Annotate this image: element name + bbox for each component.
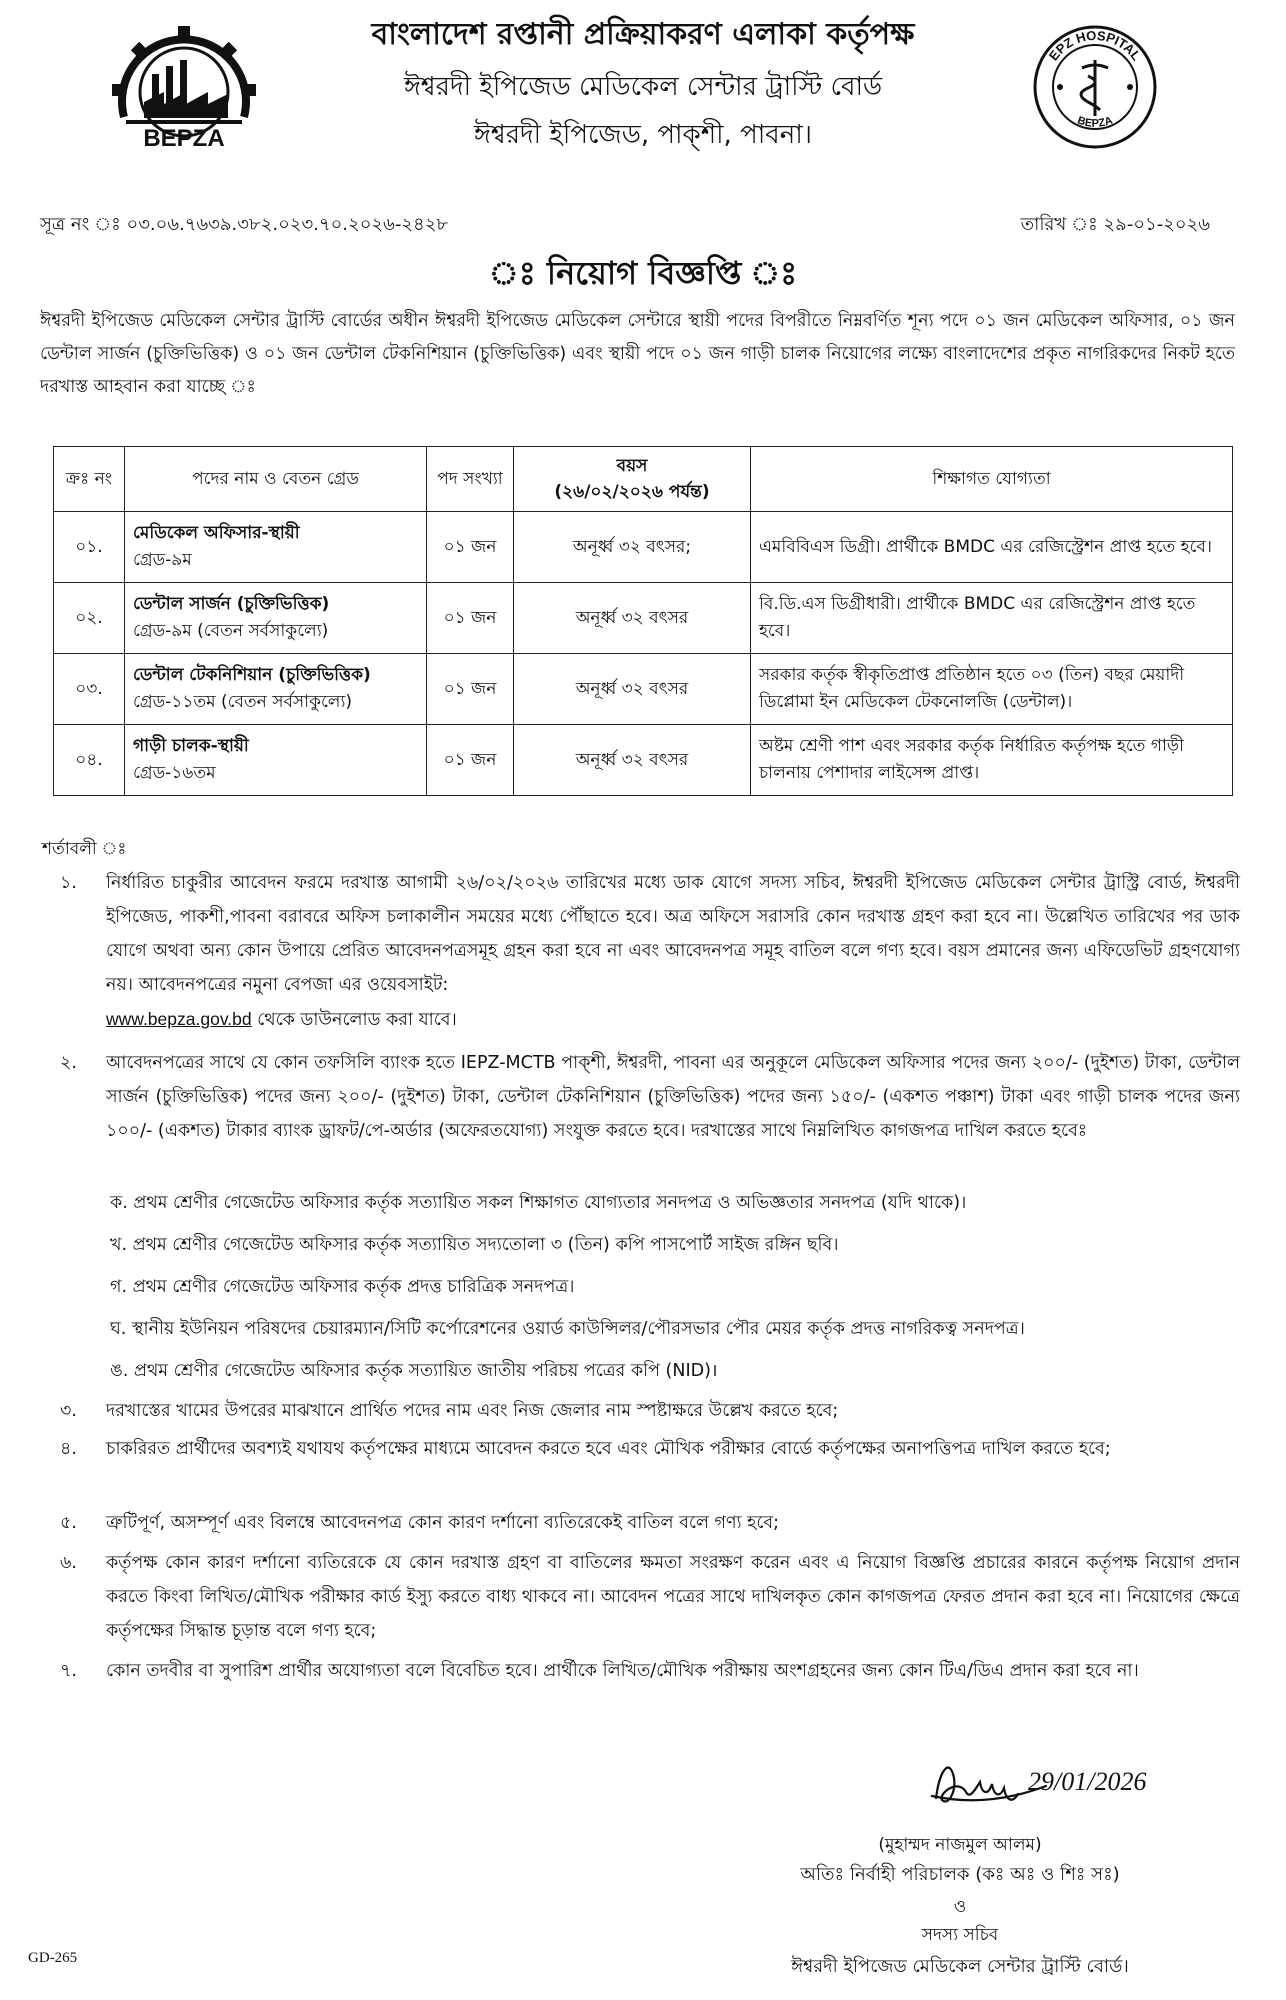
table-header-row	[54, 447, 1233, 512]
intro-paragraph: ঈশ্বরদী ইপিজেড মেডিকেল সেন্টার ট্রাস্টি বোর্ডের অধীন ঈশ্বরদী ইপিজেড মেডিকেল সেন্টারে স্থায়ী পদের বিপরীতে নিম্নবর্ণিত শূন্য পদে ০১ জন মেডিকেল অফিসার, ০১ জন ডেন্টাল সার্জন (চুক্তিভিত্তিক) ও ০১ জন ডেন্টাল টেকনিশিয়ান (চুক্তিভিত্তিক) এবং স্থায়ী পদে ০১ জন গাড়ী চালক নিয়োগের লক্ষ্যে বাংলাদেশের প্রকৃত নাগরিকদের নিকট হতে দরখাস্ত আহবান করা যাচ্ছে ঃ	[40, 311, 1235, 397]
document-item: খ. প্রথম শ্রেণীর গেজেটেড অফিসার কর্তৃক সত্যায়িত সদ্যতোলা ৩ (তিন) কপি পাসপোর্ট সাইজ রঙ্গিন ছবি।	[110, 1235, 839, 1255]
condition-item	[60, 1432, 1240, 1466]
row-post	[125, 725, 427, 796]
post-grade: গ্রেড-৯ম (বেতন সর্বসাকুল্যে)	[133, 621, 329, 641]
memo-number: সূত্র নং ঃ ০৩.০৬.৭৬৩৯.৩৮২.০২৩.৭০.২০২৬-২৪২৮	[40, 214, 449, 235]
post-name: ডেন্টাল টেকনিশিয়ান (চুক্তিভিত্তিক)	[133, 665, 371, 685]
condition-item	[60, 1046, 1240, 1148]
condition-text: কোন তদবীর বা সুপারিশ প্রার্থীর অযোগ্যতা বলে বিবেচিত হবে। প্রার্থীকে লিখিত/মৌখিক পরীক্ষায় অংশগ্রহনের জন্য কোন টিএ/ডিএ প্রদান করা হবে না।	[106, 1661, 1139, 1681]
col-post-name: পদের নাম ও বেতন গ্রেড	[125, 447, 427, 512]
condition-text: কর্তৃপক্ষ কোন কারণ দর্শানো ব্যতিরেকে যে কোন দরখাস্ত গ্রহণ বা বাতিলের ক্ষমতা সংরক্ষণ করেন এবং এ নিয়োগ বিজ্ঞপ্তি প্রচারের কারনে কর্তৃপক্ষ নিয়োগ প্রদান করতে কিংবা লিখিত/মৌখিক পরীক্ষার কার্ড ইস্যু করতে বাধ্য থাকবে না। আবেদন পত্রের সাথে দাখিলকৃত কোন কাগজপত্র ফেরত প্রদান করা হবে না। নিয়োগের ক্ষেত্রে কর্তৃপক্ষের সিদ্ধান্ত চূড়ান্ত বলে গণ্য হবে;	[106, 1553, 1240, 1641]
row-qualification: এমবিবিএস ডিগ্রী। প্রার্থীকে BMDC এর রেজিস্ট্রেশন প্রাপ্ত হতে হবে।	[751, 512, 1233, 583]
condition-item	[60, 1506, 1240, 1540]
seal-bottom-text: BEPZA	[1075, 114, 1115, 130]
row-serial: ০১.	[54, 512, 125, 583]
signatory-board: ঈশ্বরদী ইপিজেড মেডিকেল সেন্টার ট্রাস্টি বোর্ড।	[791, 1956, 1129, 1977]
row-age: অনূর্ধ্ব ৩২ বৎসর	[514, 654, 751, 725]
post-name: ডেন্টাল সার্জন (চুক্তিভিত্তিক)	[133, 594, 330, 614]
row-post	[125, 654, 427, 725]
conditions-heading: শর্তাবলী ঃ	[42, 839, 127, 859]
condition-text: দরখাস্তের খামের উপরের মাঝখানে প্রার্থিত পদের নাম এবং নিজ জেলার নাম স্পষ্টাক্ষরে উল্লেখ করতে হবে;	[106, 1401, 839, 1421]
condition-number: ২.	[60, 1053, 77, 1073]
document-item: ঘ. স্থানীয় ইউনিয়ন পরিষদের চেয়ারম্যান/সিটি কর্পোরেশনের ওয়ার্ড কাউন্সিলর/পৌরসভার পৌর মেয়র কর্তৃক প্রদত্ত নাগরিকত্ব সনদপত্র।	[110, 1319, 1025, 1339]
notice-date: তারিখ ঃ ২৯-০১-২০২৬	[1020, 214, 1210, 235]
signatory-secretary: সদস্য সচিব	[921, 1925, 999, 1945]
row-count: ০১ জন	[427, 654, 514, 725]
condition-item	[60, 1654, 1240, 1688]
board-name: ঈশ্বরদী ইপিজেড মেডিকেল সেন্টার ট্রাস্টি বোর্ড	[403, 72, 883, 102]
condition-text	[106, 866, 1240, 1037]
condition-number: ৭.	[60, 1661, 77, 1681]
signature-image	[928, 1748, 1158, 1818]
signatory-designation: অতিঃ নির্বাহী পরিচালক (কঃ অঃ ও শিঃ সঃ)	[800, 1864, 1120, 1885]
condition-number: ৪.	[60, 1439, 77, 1459]
post-grade: গ্রেড-১৬তম	[133, 763, 216, 783]
row-serial: ০৪.	[54, 725, 125, 796]
row-age: অনূর্ধ্ব ৩২ বৎসর	[514, 583, 751, 654]
condition-number: ৬.	[60, 1553, 77, 1573]
table-row	[54, 583, 1233, 654]
condition-item	[60, 1546, 1240, 1648]
bepza-logo-text: BEPZA	[143, 125, 225, 152]
condition-text-tail: থেকে ডাউনলোড করা যাবে।	[251, 1010, 457, 1030]
row-serial: ০২.	[54, 583, 125, 654]
condition-text: ত্রুটিপূর্ণ, অসম্পূর্ণ এবং বিলম্বে আবেদনপত্র কোন কারণ দর্শানো ব্যতিরেকেই বাতিল বলে গণ্য হবে;	[106, 1513, 780, 1533]
post-name: মেডিকেল অফিসার-স্থায়ী	[133, 523, 300, 543]
condition-text: আবেদনপত্রের সাথে যে কোন তফসিলি ব্যাংক হতে IEPZ-MCTB পাক্শী, ঈশ্বরদী, পাবনা এর অনুকূলে মেডিকেল অফিসার পদের জন্য ২০০/- (দুইশত) টাকা, ডেন্টাল সার্জন (চুক্তিভিত্তিক) পদের জন্য ২০০/- (দুইশত) টাকা, ডেন্টাল টেকনিশিয়ান (চুক্তিভিত্তিক) পদের জন্য ১৫০/- (একশত পঞ্চাশ) টাকা এবং গাড়ী চালক পদের জন্য ১০০/- (একশত) টাকার ব্যাংক ড্রাফট/পে-অর্ডার (অফেরতযোগ্য) সংযুক্ত করতে হবে। দরখাস্তের সাথে নিম্নলিখিত কাগজপত্র দাখিল করতে হবেঃ	[106, 1053, 1240, 1141]
condition-text: চাকরিরত প্রার্থীদের অবশ্যই যথাযথ কর্তৃপক্ষের মাধ্যমে আবেদন করতে হবে এবং মৌখিক পরীক্ষার বোর্ডে কর্তৃপক্ষের অনাপত্তিপত্র দাখিল করতে হবে;	[106, 1439, 1111, 1459]
seal-top-text: EPZ HOSPITAL	[1045, 27, 1145, 64]
row-count: ০১ জন	[427, 725, 514, 796]
table-row	[54, 654, 1233, 725]
row-count: ০১ জন	[427, 512, 514, 583]
post-grade: গ্রেড-১১তম (বেতন সর্বসাকুল্যে)	[133, 692, 353, 712]
org-name: বাংলাদেশ রপ্তানী প্রক্রিয়াকরণ এলাকা কর্তৃপক্ষ	[371, 17, 915, 52]
condition-text-body: নির্ধারিত চাকুরীর আবেদন ফরমে দরখাস্ত আগামী ২৬/০২/২০২৬ তারিখের মধ্যে ডাক যোগে সদস্য সচিব, ঈশ্বরদী ইপিজেড মেডিকেল সেন্টার ট্রাস্ট্রি বোর্ড, ঈশ্বরদী ইপিজেড, পাকশী,পাবনা বরাবরে অফিস চলাকালীন সময়ের মধ্যে পৌঁছাতে হবে। অত্র অফিসে সরাসরি কোন দরখাস্ত গ্রহণ করা হবে না। উল্লেখিত তারিখের পর ডাক যোগে অথবা অন্য কোন উপায়ে প্রেরিত আবেদনপত্রসমূহ গ্রহন করা হবে না এবং আবেদনপত্র সমূহ বাতিল বলে গণ্য হবে। বয়স প্রমানের জন্য এফিডেভিট গ্রহণযোগ্য নয়। আবেদনপত্রের নমুনা বেপজা এর ওয়েবসাইট:	[106, 873, 1240, 995]
website-link[interactable]: www.bepza.gov.bd	[106, 1009, 252, 1029]
footer-code: GD-265	[28, 1950, 78, 1966]
vacancy-table	[53, 446, 1233, 796]
document-item: গ. প্রথম শ্রেণীর গেজেটেড অফিসার কর্তৃক প্রদত্ত চারিত্রিক সনদপত্র।	[110, 1277, 575, 1297]
signatory-and: ও	[953, 1897, 967, 1917]
page-title: ঃ নিয়োগ বিজ্ঞপ্তি ঃ	[488, 254, 798, 292]
condition-number: ১.	[60, 873, 77, 893]
col-serial: ক্রঃ নং	[54, 447, 125, 512]
col-age	[514, 447, 751, 512]
post-name: গাড়ী চালক-স্থায়ী	[133, 736, 249, 756]
signatory-name: (মুহাম্মদ নাজমুল আলম)	[878, 1835, 1042, 1855]
row-age: অনূর্ধ্ব ৩২ বৎসর	[514, 725, 751, 796]
table-row	[54, 725, 1233, 796]
row-qualification: বি.ডি.এস ডিগ্রীধারী। প্রার্থীকে BMDC এর রেজিস্ট্রেশন প্রাপ্ত হতে হবে।	[751, 583, 1233, 654]
row-post	[125, 583, 427, 654]
condition-item	[60, 866, 1240, 1037]
col-post-count: পদ সংখ্যা	[427, 447, 514, 512]
row-age: অনূর্ধ্ব ৩২ বৎসর;	[514, 512, 751, 583]
document-item: ঙ. প্রথম শ্রেণীর গেজেটেড অফিসার কর্তৃক সত্যায়িত জাতীয় পরিচয় পত্রের কপি (NID)।	[110, 1361, 718, 1381]
signature-date: 29/01/2026	[1028, 1767, 1147, 1796]
post-grade: গ্রেড-৯ম	[133, 550, 192, 570]
condition-number: ৩.	[60, 1401, 77, 1421]
org-address: ঈশ্বরদী ইপিজেড, পাক্শী, পাবনা।	[473, 120, 813, 150]
col-qualification: শিক্ষাগত যোগ্যতা	[751, 447, 1233, 512]
row-count: ০১ জন	[427, 583, 514, 654]
col-age-sub: (২৬/০২/২০২৬ পর্যন্ত)	[554, 482, 710, 502]
col-age-title: বয়স	[616, 456, 648, 476]
table-row	[54, 512, 1233, 583]
row-qualification: সরকার কর্তৃক স্বীকৃতিপ্রাপ্ত প্রতিষ্ঠান হতে ০৩ (তিন) বছর মেয়াদী ডিপ্লোমা ইন মেডিকেল টেকনোলজি (ডেন্টাল)।	[751, 654, 1233, 725]
row-serial: ০৩.	[54, 654, 125, 725]
row-qualification: অষ্টম শ্রেণী পাশ এবং সরকার কর্তৃক নির্ধারিত কর্তৃপক্ষ হতে গাড়ী চালনায় পেশাদার লাইসেন্স প্রাপ্ত।	[751, 725, 1233, 796]
row-post	[125, 512, 427, 583]
condition-number: ৫.	[60, 1513, 77, 1533]
condition-item	[60, 1394, 1240, 1428]
document-item: ক. প্রথম শ্রেণীর গেজেটেড অফিসার কর্তৃক সত্যায়িত সকল শিক্ষাগত যোগ্যতার সনদপত্র ও অভিজ্ঞতার সনদপত্র (যদি থাকে)।	[110, 1193, 967, 1213]
